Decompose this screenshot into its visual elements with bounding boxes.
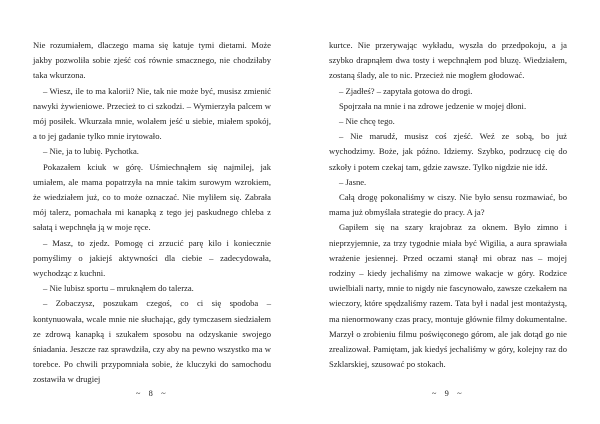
page-number-right [417, 389, 477, 398]
paragraph: – Nie marudź, musisz coś zjeść. Weź ze sobą, bo już wychodzimy. Boże, jak późno. Idziemy. Szybko, podrzucę cię do szkoły i potem czekaj tam, gdzie zawsze. Tylko nigdzie nie idź. [329, 131, 567, 172]
paragraph: – Zobaczysz, poszukam czegoś, co ci się spodoba – kontynuowała, wcale mnie nie słuchając, gdy tymczasem siedziałem ze zdrową kanapką i szukałem sposobu na odzyskanie swojego śniadania. Jeszcze raz sprawdziła, czy aby na pewno wszystko ma w torebce. Po chwili przypomniała sobie, że kluczyki do samochodu zostawiła w drugiej [33, 298, 271, 385]
page-number: 9 [444, 389, 450, 398]
paragraph: Nie rozumiałem, dlaczego mama się katuje tymi dietami. Może jakby pozwoliła sobie zjeść coś równie smacznego, nie chodziłaby taka wkurzona. [33, 40, 271, 81]
paragraph: – Zjadłeś? – zapytała gotowa do drogi. [339, 85, 473, 96]
paragraph: – Wiesz, ile to ma kalorii? Nie, tak nie może być, musisz zmienić nawyki żywieniowe. Przecież to ci szkodzi. – Wymierzyła palcem w mój posiłek. Wkurzała mnie, wolałem jeść u siebie, miałem spokój, a to jej gadanie tylko mnie irytowało. [33, 85, 271, 142]
right-page [329, 38, 567, 372]
left-page [33, 38, 271, 388]
folio-ornament-icon: ~ [135, 389, 141, 398]
paragraph: – Nie chcę tego. [339, 116, 395, 127]
folio-ornament-icon: ~ [457, 389, 463, 398]
paragraph: – Jasne. [339, 176, 367, 187]
paragraph: Pokazałem kciuk w górę. Uśmiechnąłem się najmilej, jak umiałem, ale mama popatrzyła na mnie takim surowym wzrokiem, że wiedziałem już, co to może oznaczać. Nie myliłem się. Zabrała mój talerz, pomachała mi kanapką z tego jej paskudnego chleba z sałatą i wepchnęła ją w moje ręce. [33, 161, 271, 233]
paragraph: – Nie lubisz sportu – mruknąłem do talerza. [43, 283, 194, 294]
paragraph: Spojrzała na mnie i na zdrowe jedzenie w mojej dłoni. [339, 100, 527, 111]
paragraph: – Nie, ja to lubię. Pychotka. [43, 146, 139, 157]
folio-ornament-icon: ~ [161, 389, 167, 398]
paragraph: – Masz, to zjedz. Pomogę ci zrzucić parę kilo i koniecznie pomyślimy o jakiejś aktywności dla ciebie – zadecydowała, wychodząc z kuchni. [33, 237, 271, 279]
page-number-left [121, 389, 181, 398]
folio-ornament-icon: ~ [431, 389, 437, 398]
page-number: 8 [148, 389, 154, 398]
paragraph: Całą drogę pokonaliśmy w ciszy. Nie było sensu rozmawiać, bo mama już obmyślała strategie do pracy. A ja? [329, 192, 567, 218]
paragraph: Gapiłem się na szary krajobraz za oknem. Było zimno i nieprzyjemnie, za trzy tygodnie miała być Wigilia, a aura sprawiała wrażenie jesiennej. Przed oczami stanął mi obraz nas – mojej rodziny – kiedy jechaliśmy na zimowe wakacje w góry. Rodzice uwielbiali narty, mnie to nigdy nie fascynowało, zawsze czekałem na wieczory, które spędzaliśmy razem. Tata był i nadal jest montażystą, ma nienormowany czas pracy, montuje głównie filmy dokumentalne. Marzył o zrobieniu filmu poświęconego górom, ale jak dotąd go nie zrealizował. Pamiętam, jak kiedyś jechaliśmy w góry, kolejny raz do Szklarskiej, szusować po stokach. [329, 222, 567, 370]
paragraph: kurtce. Nie przerywając wykładu, wyszła do przedpokoju, a ja szybko drapnąłem dwa tosty i wepchnąłem pod bluzę. Wiedziałem, zostaną ślady, ale to nic. Przecież nie mogłem głodować. [329, 40, 567, 81]
